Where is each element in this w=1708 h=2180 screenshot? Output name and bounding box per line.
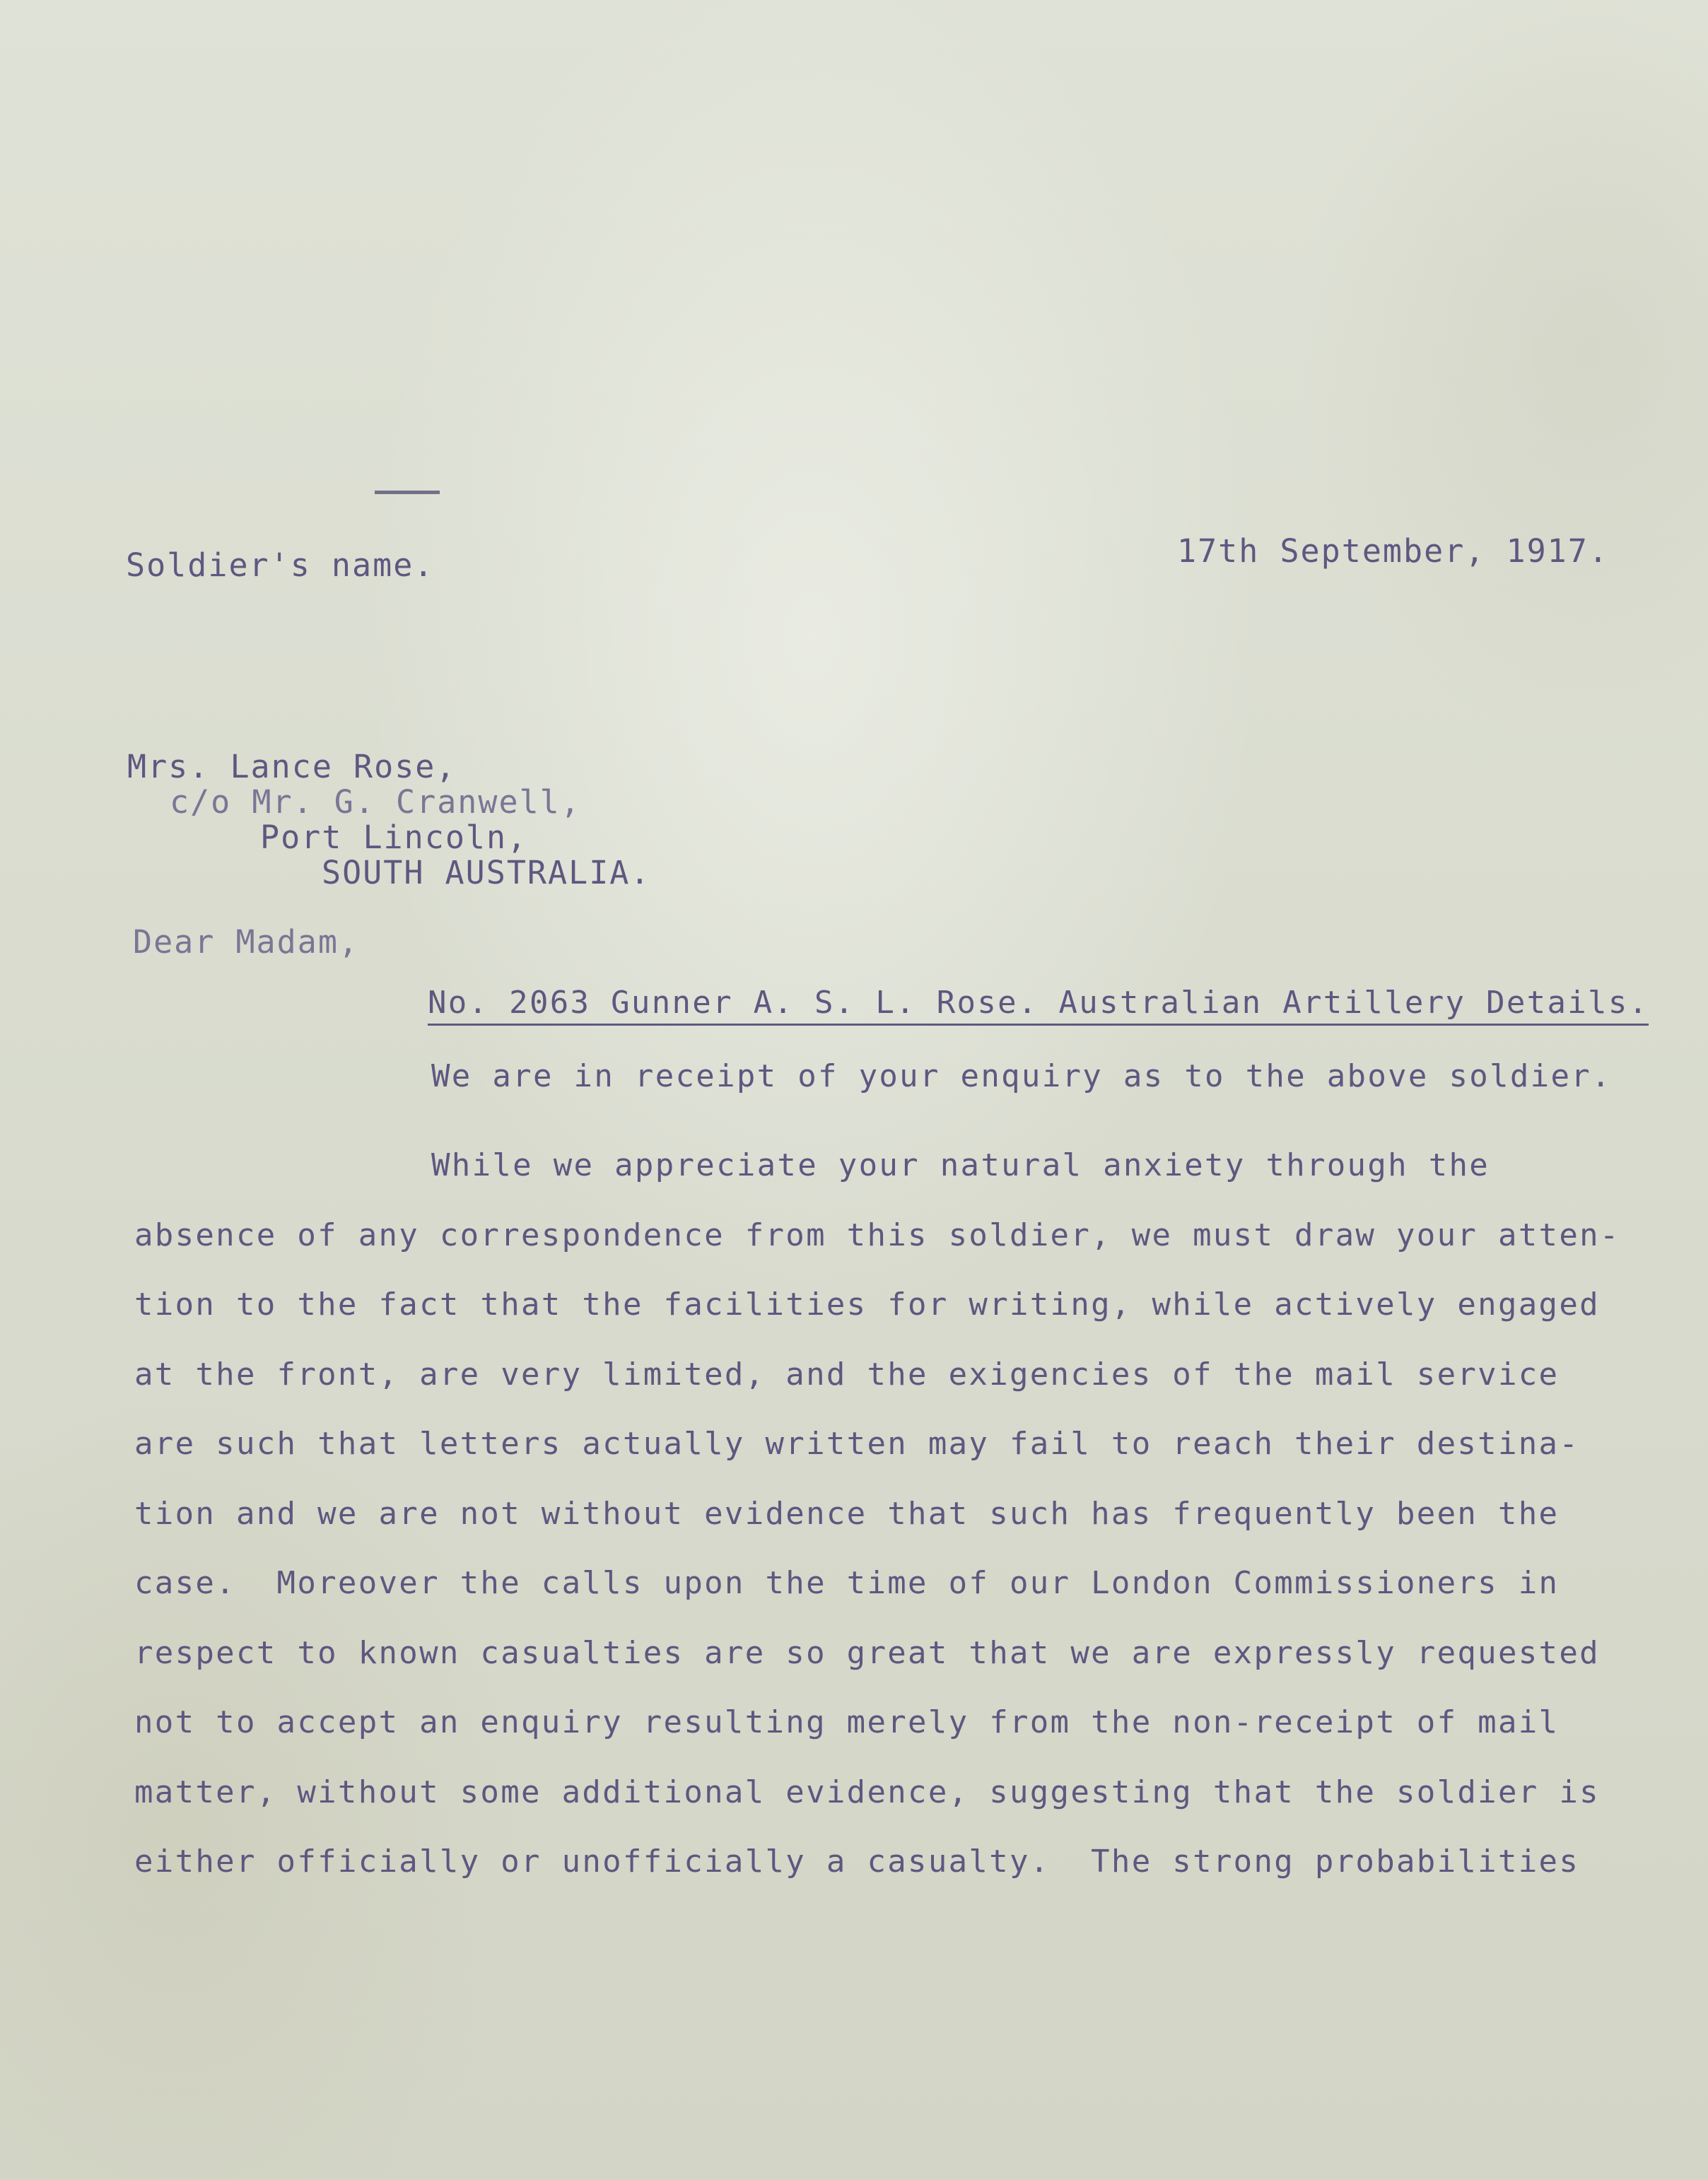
body-line: case. Moreover the calls upon the time of our London Commissioners in <box>134 1565 1560 1601</box>
paragraph-receipt: We are in receipt of your enquiry as to the above soldier. <box>431 1058 1612 1094</box>
letter-date: 17th September, 1917. <box>1177 532 1609 570</box>
letter-body <box>134 1131 1690 1897</box>
body-line: at the front, are very limited, and the exigencies of the mail service <box>134 1356 1560 1393</box>
body-line: tion to the fact that the facilities for writing, while actively engaged <box>134 1287 1600 1323</box>
body-line: are such that letters actually written may fail to reach their destina- <box>134 1426 1580 1462</box>
body-line: respect to known casualties are so great that we are expressly requested <box>134 1634 1600 1671</box>
body-line: not to accept an enquiry resulting merely from the non-receipt of mail <box>134 1704 1560 1740</box>
typed-dash-mark <box>375 491 440 494</box>
body-line: either officially or unofficially a casualty. The strong probabilities <box>134 1844 1580 1880</box>
address-line-state: SOUTH AUSTRALIA. <box>322 854 651 891</box>
soldier-name-label: Soldier's name. <box>126 546 435 584</box>
body-line: absence of any correspondence from this soldier, we must draw your atten- <box>134 1217 1620 1253</box>
address-line-name: Mrs. Lance Rose, <box>127 748 457 785</box>
salutation: Dear Madam, <box>133 923 360 961</box>
body-line: matter, without some additional evidence, suggesting that the soldier is <box>134 1774 1600 1810</box>
body-line: While we appreciate your natural anxiety through the <box>431 1147 1490 1183</box>
address-line-town: Port Lincoln, <box>260 819 528 856</box>
body-line: tion and we are not without evidence that such has frequently been the <box>134 1495 1560 1532</box>
address-line-care-of: c/o Mr. G. Cranwell, <box>170 783 581 821</box>
subject-line: No. 2063 Gunner A. S. L. Rose. Australian Artillery Details. <box>428 985 1649 1026</box>
